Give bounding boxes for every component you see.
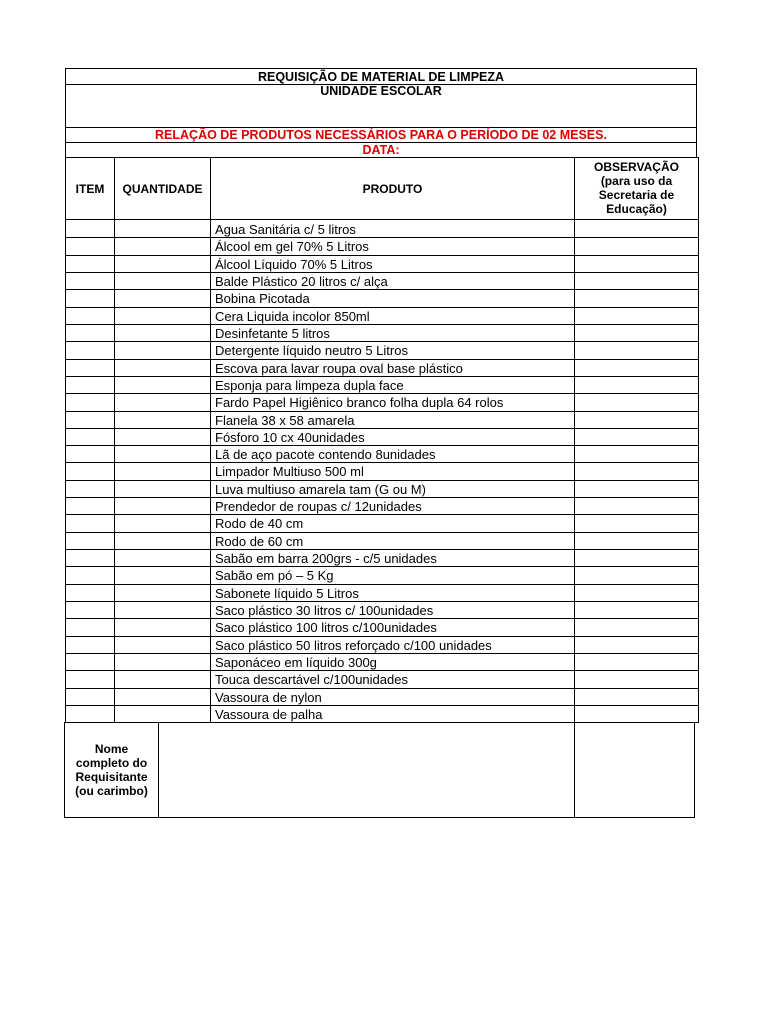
observation-cell[interactable] — [575, 653, 698, 670]
quantity-cell[interactable] — [115, 549, 210, 566]
item-cell[interactable] — [66, 653, 114, 670]
product-name: Álcool em gel 70% 5 Litros — [215, 239, 369, 255]
item-cell[interactable] — [66, 566, 114, 583]
column-header-product: PRODUTO — [362, 182, 423, 196]
product-name: Sabonete líquido 5 Litros — [215, 585, 359, 601]
quantity-cell[interactable] — [115, 359, 210, 376]
quantity-cell[interactable] — [115, 393, 210, 410]
table-row — [66, 428, 699, 445]
quantity-cell[interactable] — [115, 497, 210, 514]
observation-cell[interactable] — [575, 480, 698, 497]
table-row — [66, 341, 699, 358]
item-cell[interactable] — [66, 636, 114, 653]
quantity-cell[interactable] — [115, 601, 210, 618]
product-name: Flanela 38 x 58 amarela — [215, 412, 355, 428]
observation-cell[interactable] — [575, 376, 698, 393]
item-cell[interactable] — [66, 272, 114, 289]
observation-line-1: OBSERVAÇÃO — [594, 160, 679, 174]
observation-line-4: Educação) — [606, 202, 667, 216]
quantity-cell[interactable] — [115, 255, 210, 272]
item-cell[interactable] — [66, 688, 114, 705]
table-row — [66, 411, 699, 428]
quantity-cell[interactable] — [115, 532, 210, 549]
observation-cell[interactable] — [575, 618, 698, 635]
table-row — [66, 480, 699, 497]
observation-cell[interactable] — [575, 289, 698, 306]
observation-cell[interactable] — [575, 462, 698, 479]
product-name: Rodo de 40 cm — [215, 516, 304, 532]
quantity-cell[interactable] — [115, 272, 210, 289]
column-header-item: ITEM — [75, 182, 105, 196]
quantity-cell[interactable] — [115, 289, 210, 306]
observation-cell[interactable] — [575, 705, 698, 722]
product-name: Detergente líquido neutro 5 Litros — [215, 343, 408, 359]
requester-line-2: completo do — [75, 756, 148, 770]
item-cell[interactable] — [66, 514, 114, 531]
product-name: Luva multiuso amarela tam (G ou M) — [215, 481, 426, 497]
observation-cell[interactable] — [575, 532, 698, 549]
observation-cell[interactable] — [575, 549, 698, 566]
item-cell[interactable] — [66, 324, 114, 341]
item-cell[interactable] — [66, 376, 114, 393]
product-name: Fardo Papel Higiênico branco folha dupla 64 rolos — [215, 395, 504, 411]
table-row — [66, 462, 699, 479]
observation-cell[interactable] — [575, 359, 698, 376]
table-row — [66, 307, 699, 324]
unit-label: UNIDADE ESCOLAR — [320, 84, 442, 98]
requester-name-field[interactable] — [159, 723, 574, 817]
product-name: Bobina Picotada — [215, 291, 310, 307]
product-name: Saco plástico 50 litros reforçado c/100 unidades — [215, 637, 492, 653]
table-row — [66, 376, 699, 393]
observation-cell[interactable] — [575, 514, 698, 531]
table-row — [66, 514, 699, 531]
product-name: Rodo de 60 cm — [215, 533, 304, 549]
quantity-cell[interactable] — [115, 705, 210, 722]
product-name: Limpador Multiuso 500 ml — [215, 464, 364, 480]
quantity-cell[interactable] — [115, 584, 210, 601]
requester-line-4: (ou carimbo) — [75, 784, 148, 798]
product-name: Saponáceo em líquido 300g — [215, 655, 377, 670]
product-name: Prendedor de roupas c/ 12unidades — [215, 499, 422, 515]
table-row — [66, 584, 699, 601]
item-cell[interactable] — [66, 584, 114, 601]
table-row — [66, 393, 699, 410]
observation-cell[interactable] — [575, 341, 698, 358]
product-name: Vassoura de palha — [215, 706, 323, 722]
date-label: DATA: — [362, 143, 400, 157]
table-row — [66, 601, 699, 618]
item-cell[interactable] — [66, 411, 114, 428]
table-row — [66, 653, 699, 670]
quantity-cell[interactable] — [115, 566, 210, 583]
observation-cell[interactable] — [575, 272, 698, 289]
observation-cell[interactable] — [575, 566, 698, 583]
observation-cell[interactable] — [575, 601, 698, 618]
item-cell[interactable] — [66, 428, 114, 445]
item-cell[interactable] — [66, 532, 114, 549]
quantity-cell[interactable] — [115, 514, 210, 531]
observation-cell[interactable] — [575, 497, 698, 514]
item-cell[interactable] — [66, 480, 114, 497]
observation-line-2: (para uso da — [600, 174, 673, 188]
product-name: Saco plástico 30 litros c/ 100unidades — [215, 603, 434, 619]
quantity-cell[interactable] — [115, 220, 210, 237]
table-row — [66, 549, 699, 566]
product-name: Touca descartável c/100unidades — [215, 672, 408, 688]
observation-cell[interactable] — [575, 255, 698, 272]
table-row — [66, 532, 699, 549]
requester-line-1: Nome — [94, 742, 129, 756]
product-name: Esponja para limpeza dupla face — [215, 377, 404, 393]
item-cell[interactable] — [66, 601, 114, 618]
item-cell[interactable] — [66, 237, 114, 254]
quantity-cell[interactable] — [115, 480, 210, 497]
table-row — [66, 445, 699, 462]
quantity-cell[interactable] — [115, 376, 210, 393]
product-name: Sabão em barra 200grs - c/5 unidades — [215, 551, 437, 567]
table-row — [66, 688, 699, 705]
observation-cell[interactable] — [575, 670, 698, 687]
product-name: Saco plástico 100 litros c/100unidades — [215, 620, 437, 636]
quantity-cell[interactable] — [115, 636, 210, 653]
item-cell[interactable] — [66, 462, 114, 479]
column-header-quantity: QUANTIDADE — [122, 182, 203, 196]
observation-cell[interactable] — [575, 584, 698, 601]
item-cell[interactable] — [66, 618, 114, 635]
observation-cell[interactable] — [575, 307, 698, 324]
table-row — [66, 220, 699, 237]
item-cell[interactable] — [66, 445, 114, 462]
product-name: Cera Liquida incolor 850ml — [215, 308, 370, 324]
product-name: Desinfetante 5 litros — [215, 325, 330, 341]
quantity-cell[interactable] — [115, 411, 210, 428]
product-name: Escova para lavar roupa oval base plástico — [215, 360, 463, 376]
quantity-cell[interactable] — [115, 445, 210, 462]
table-row — [66, 237, 699, 254]
item-cell[interactable] — [66, 497, 114, 514]
table-row — [66, 618, 699, 635]
requester-stamp-field[interactable] — [575, 723, 694, 817]
quantity-cell[interactable] — [115, 462, 210, 479]
item-cell[interactable] — [66, 549, 114, 566]
item-cell[interactable] — [66, 359, 114, 376]
table-row — [66, 324, 699, 341]
quantity-cell[interactable] — [115, 307, 210, 324]
item-cell[interactable] — [66, 670, 114, 687]
observation-cell[interactable] — [575, 428, 698, 445]
observation-cell[interactable] — [575, 324, 698, 341]
requester-line-3: Requisitante — [75, 770, 148, 784]
quantity-cell[interactable] — [115, 428, 210, 445]
table-row — [66, 272, 699, 289]
table-row — [66, 289, 699, 306]
product-name: Balde Plástico 20 litros c/ alça — [215, 273, 388, 289]
observation-cell[interactable] — [575, 445, 698, 462]
table-row — [66, 636, 699, 653]
product-name: Agua Sanitária c/ 5 litros — [215, 222, 356, 237]
table-row — [66, 255, 699, 272]
product-name: Sabão em pó – 5 Kg — [215, 568, 334, 584]
item-cell[interactable] — [66, 220, 114, 237]
table-row — [66, 566, 699, 583]
observation-cell[interactable] — [575, 393, 698, 410]
item-cell[interactable] — [66, 307, 114, 324]
item-cell[interactable] — [66, 255, 114, 272]
product-name: Vassoura de nylon — [215, 689, 322, 705]
quantity-cell[interactable] — [115, 341, 210, 358]
table-row — [66, 670, 699, 687]
quantity-cell[interactable] — [115, 324, 210, 341]
table-row — [66, 497, 699, 514]
quantity-cell[interactable] — [115, 237, 210, 254]
form-title: REQUISIÇÃO DE MATERIAL DE LIMPEZA — [257, 70, 505, 84]
quantity-cell[interactable] — [115, 653, 210, 670]
quantity-cell[interactable] — [115, 618, 210, 635]
product-name: Álcool Líquido 70% 5 Litros — [215, 256, 373, 272]
relation-heading: RELAÇÃO DE PRODUTOS NECESSÁRIOS PARA O PERÍODO DE 02 MESES. — [155, 128, 607, 142]
table-row — [66, 359, 699, 376]
observation-cell[interactable] — [575, 636, 698, 653]
product-name: Fósforo 10 cx 40unidades — [215, 429, 365, 445]
item-cell[interactable] — [66, 289, 114, 306]
observation-line-3: Secretaria de — [598, 188, 675, 202]
product-name: Lã de aço pacote contendo 8unidades — [215, 447, 436, 463]
item-cell[interactable] — [66, 705, 114, 722]
quantity-cell[interactable] — [115, 670, 210, 687]
item-cell[interactable] — [66, 341, 114, 358]
observation-cell[interactable] — [575, 220, 698, 237]
observation-cell[interactable] — [575, 411, 698, 428]
observation-cell[interactable] — [575, 688, 698, 705]
observation-cell[interactable] — [575, 237, 698, 254]
quantity-cell[interactable] — [115, 688, 210, 705]
table-row — [66, 705, 699, 722]
item-cell[interactable] — [66, 393, 114, 410]
